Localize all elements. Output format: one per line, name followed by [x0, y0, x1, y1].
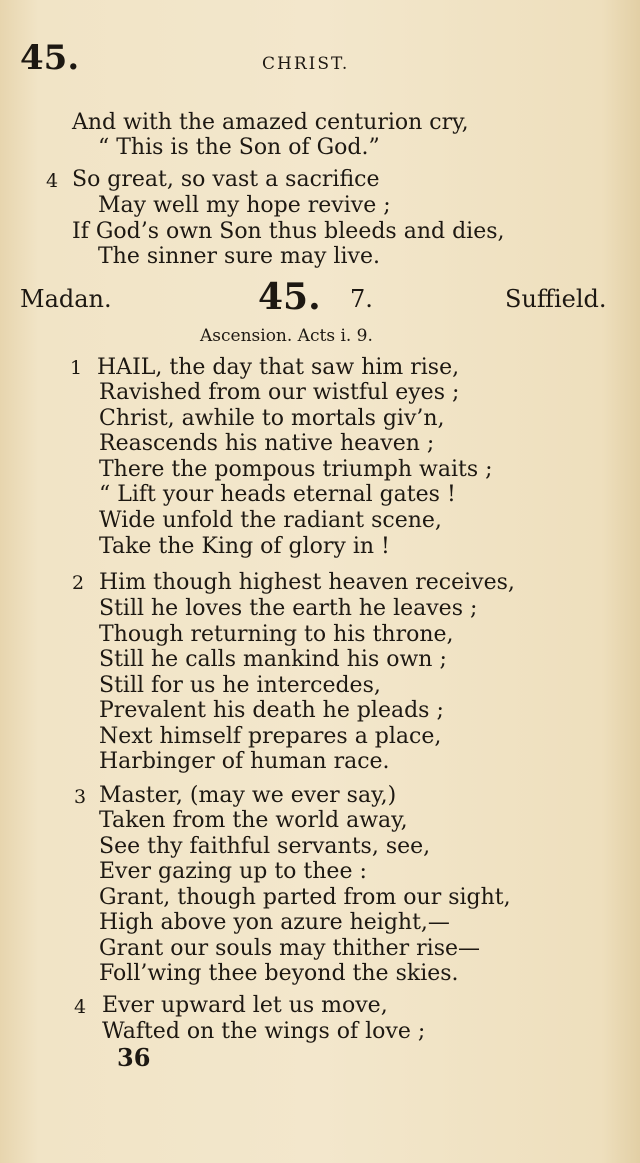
verse-line: Taken from the world away, [99, 808, 408, 833]
verse-line: There the pompous triumph waits ; [99, 457, 493, 482]
verse-line: Still for us he intercedes, [99, 673, 381, 698]
verse-line: Still he calls mankind his own ; [99, 647, 447, 672]
tune-name-left: Madan. [20, 285, 112, 313]
verse-first-line: Him though highest heaven receives, [99, 570, 515, 595]
verse-line: Ever gazing up to thee : [99, 859, 367, 884]
verse-number: 3 [74, 786, 87, 808]
hymn-meter: 7. [350, 285, 373, 313]
verse-line: Still he loves the earth he leaves ; [99, 596, 478, 621]
prev-line-2: “ This is the Son of God.” [98, 135, 380, 160]
running-title: CHRIST. [262, 54, 350, 74]
hymn-subtitle: Ascension. Acts i. 9. [200, 326, 373, 346]
prev-line-1: And with the amazed centurion cry, [72, 110, 469, 135]
verse-line: Though returning to his throne, [99, 622, 454, 647]
verse-line: Take the King of glory in ! [99, 534, 390, 559]
verse-line: Harbinger of human race. [99, 749, 390, 774]
verse-line: “ Lift your heads eternal gates ! [99, 482, 456, 507]
verse-line: Wafted on the wings of love ; [102, 1019, 426, 1044]
verse-number: 1 [70, 357, 83, 379]
prev-verse-line-3: If God’s own Son thus bleeds and dies, [72, 219, 505, 244]
verse-first-line: HAIL, the day that saw him rise, [97, 355, 460, 380]
prev-verse-line-2: May well my hope revive ; [98, 193, 391, 218]
verse-first-line: Master, (may we ever say,) [99, 783, 397, 808]
verse-line: Ravished from our wistful eyes ; [99, 380, 460, 405]
verse-line: Grant our souls may thither rise— [99, 936, 481, 961]
page-number: 36 [117, 1043, 151, 1072]
verse-line: High above yon azure height,— [99, 910, 450, 935]
verse-line: See thy faithful servants, see, [99, 834, 431, 859]
verse-number: 2 [72, 572, 85, 594]
prev-verse-number: 4 [46, 170, 59, 192]
verse-line: Grant, though parted from our sight, [99, 885, 511, 910]
verse-line: Prevalent his death he pleads ; [99, 698, 444, 723]
hymn-number: 45. [258, 276, 321, 318]
verse-line: Foll’wing thee beyond the skies. [99, 961, 459, 986]
header-hymn-number: 45. [20, 38, 80, 78]
tune-name-right: Suffield. [505, 285, 607, 313]
verse-line: Wide unfold the radiant scene, [99, 508, 442, 533]
prev-verse-line-4: The sinner sure may live. [98, 244, 380, 269]
verse-first-line: Ever upward let us move, [102, 993, 388, 1018]
verse-number: 4 [74, 996, 87, 1018]
prev-verse-line-1: So great, so vast a sacrifice [72, 167, 380, 192]
verse-line: Christ, awhile to mortals giv’n, [99, 406, 445, 431]
verse-line: Reascends his native heaven ; [99, 431, 435, 456]
verse-line: Next himself prepares a place, [99, 724, 442, 749]
